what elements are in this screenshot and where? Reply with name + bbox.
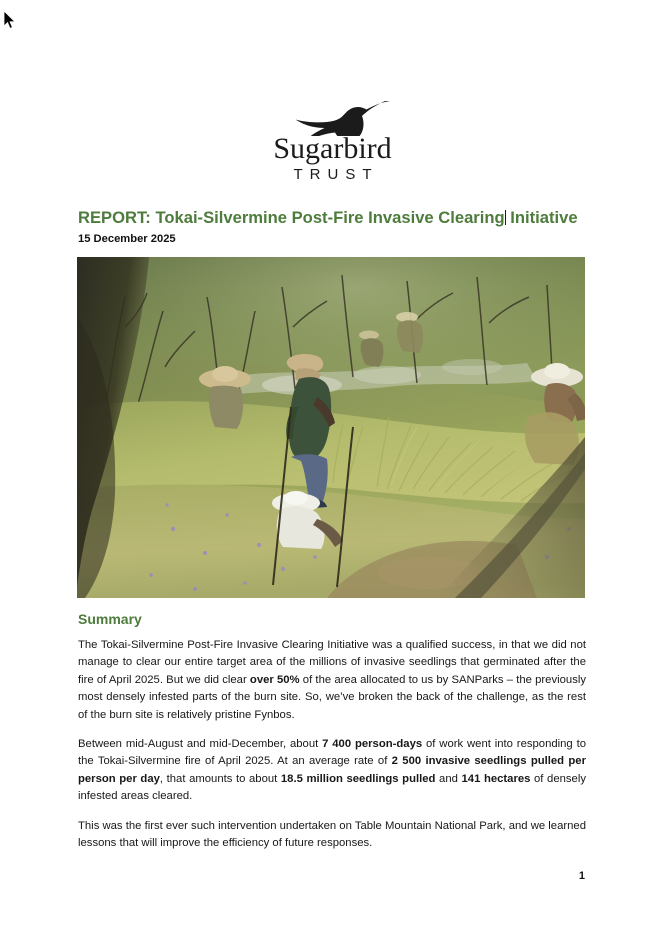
organisation-logo bbox=[0, 96, 665, 184]
emphasis-text: 18.5 million seedlings pulled bbox=[280, 772, 436, 785]
page-title-text-after-caret: Initiative bbox=[505, 208, 578, 227]
page-number: 1 bbox=[578, 870, 585, 882]
report-photo bbox=[77, 257, 585, 598]
report-date: 15 December 2025 bbox=[78, 233, 176, 245]
body-text: of densely infested areas cleared. bbox=[78, 772, 586, 803]
summary-body bbox=[78, 637, 586, 852]
emphasis-text: 141 hectares bbox=[461, 772, 531, 785]
summary-paragraph bbox=[78, 637, 586, 724]
page-title bbox=[78, 207, 598, 228]
summary-heading: Summary bbox=[78, 611, 142, 627]
emphasis-text: 7 400 person-days bbox=[322, 738, 423, 751]
logo-subtitle: TRUST bbox=[293, 166, 379, 183]
body-text: and bbox=[435, 772, 462, 785]
body-text: Between mid-August and mid-December, about bbox=[78, 738, 323, 751]
summary-paragraph bbox=[78, 818, 586, 853]
body-text: The Tokai-Silvermine Post-Fire Invasive Clearing Initiative was a qualified success, in that we did not manage to clear our entire target area of the millions of invasive seedlings that germinated after the fire of April 2025. But we did clear bbox=[78, 639, 586, 686]
sugarbird-silhouette-icon bbox=[274, 96, 392, 136]
emphasis-text: 2 500 invasive seedlings pulled per person per day bbox=[78, 755, 586, 785]
body-text: of work went into responding to the Tokai-Silvermine fire of April 2025. At an average rate of bbox=[78, 738, 586, 768]
body-text: This was the first ever such intervention undertaken on Table Mountain National Park, and we learned lessons that will improve the efficiency of future responses. bbox=[78, 819, 586, 850]
photo-illustration bbox=[77, 257, 585, 598]
body-text: of the area allocated to us by SANParks – the previously most densely infested parts of the burn site. So, we’ve broken the back of the challenge, as the rest of the burn site is relatively pristine Fynbos. bbox=[78, 673, 586, 721]
emphasis-text: over 50% bbox=[249, 673, 300, 686]
body-text: , that amounts to about bbox=[159, 772, 281, 785]
mouse-arrow-cursor-icon bbox=[3, 10, 17, 30]
page-title-text-before-caret: REPORT: Tokai-Silvermine Post-Fire Invasive Clearing bbox=[78, 208, 505, 227]
logo-wordmark: Sugarbird bbox=[273, 132, 392, 165]
summary-paragraph bbox=[78, 736, 586, 806]
